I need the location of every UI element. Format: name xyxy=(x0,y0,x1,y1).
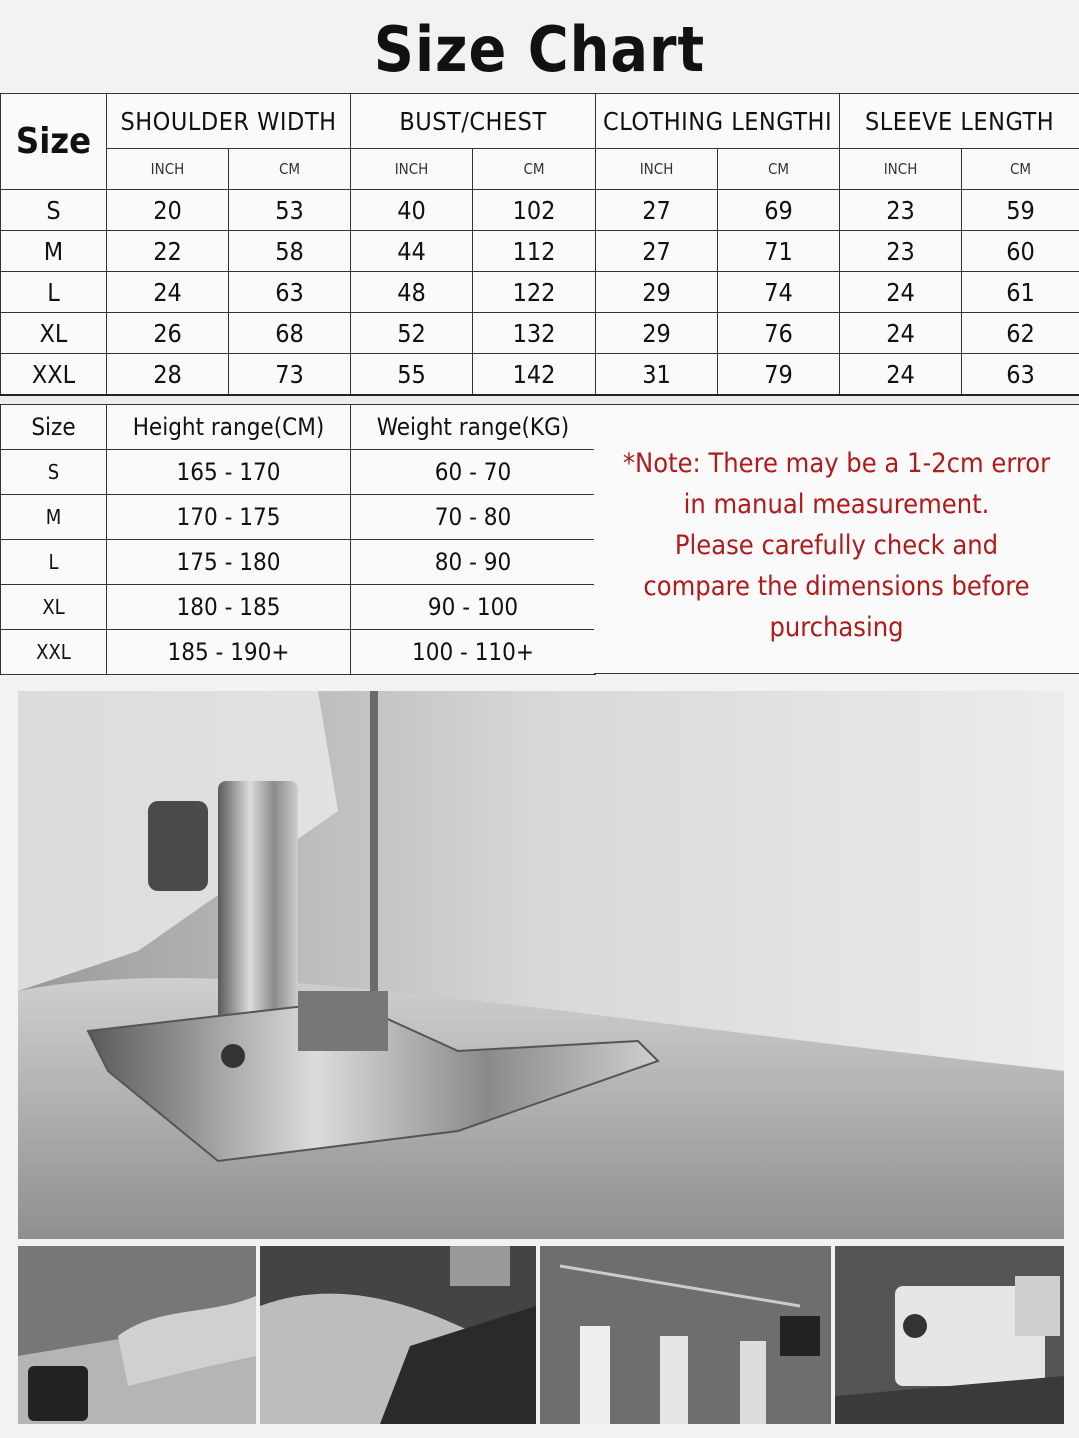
measurement-value: 68 xyxy=(229,313,351,354)
table-row xyxy=(1,190,1079,231)
measurement-value: 76 xyxy=(718,313,840,354)
measurement-value: 52 xyxy=(351,313,473,354)
bust-chest-header: BUST/CHEST xyxy=(351,94,596,149)
measurement-value: 24 xyxy=(107,272,229,313)
measurement-value: 55 xyxy=(351,354,473,396)
height-range-value: 165 - 170 xyxy=(107,450,351,495)
measurement-value: 24 xyxy=(840,313,962,354)
measurement-value: 61 xyxy=(962,272,1079,313)
measurement-value: 58 xyxy=(229,231,351,272)
weight-range-value: 90 - 100 xyxy=(351,585,596,630)
hands-sewing-photo xyxy=(260,1246,536,1424)
measurement-value: 40 xyxy=(351,190,473,231)
unit-label: CM xyxy=(229,149,351,190)
weight-range-value: 80 - 90 xyxy=(351,540,596,585)
hands-measuring-photo xyxy=(18,1246,256,1424)
size-label: M xyxy=(1,231,107,272)
table-row xyxy=(1,450,596,495)
measurement-value: 29 xyxy=(596,272,718,313)
fit-guide-rows xyxy=(1,450,596,675)
fit-size-label: L xyxy=(1,540,107,585)
measurement-value: 62 xyxy=(962,313,1079,354)
measurement-value: 142 xyxy=(473,354,596,396)
measurement-value: 63 xyxy=(962,354,1079,396)
height-range-value: 175 - 180 xyxy=(107,540,351,585)
measurement-value: 22 xyxy=(107,231,229,272)
sewing-machine-photo xyxy=(18,691,1064,1239)
measurement-rows xyxy=(1,190,1079,396)
table-row xyxy=(1,495,596,540)
measurement-value: 48 xyxy=(351,272,473,313)
weight-range-header: Weight range(KG) xyxy=(351,405,596,450)
fit-size-label: XXL xyxy=(1,630,107,675)
hands-sewing-illustration xyxy=(260,1246,536,1424)
measurement-value: 59 xyxy=(962,190,1079,231)
size-header: Size xyxy=(1,94,107,190)
unit-label: INCH xyxy=(351,149,473,190)
industrial-machine-photo xyxy=(835,1246,1064,1424)
measurement-value: 69 xyxy=(718,190,840,231)
unit-label: INCH xyxy=(596,149,718,190)
table-row xyxy=(1,231,1079,272)
measurement-value: 112 xyxy=(473,231,596,272)
thread-spools-photo xyxy=(540,1246,831,1424)
sleeve-length-header: SLEEVE LENGTH xyxy=(840,94,1079,149)
shoulder-width-header: SHOULDER WIDTH xyxy=(107,94,351,149)
table-divider xyxy=(0,396,1079,404)
measurement-value: 44 xyxy=(351,231,473,272)
unit-label: CM xyxy=(473,149,596,190)
unit-label: CM xyxy=(718,149,840,190)
measurement-note: *Note: There may be a 1-2cm error in manual measurement. Please carefully check and compare the dimensions before purchasing xyxy=(622,448,1051,643)
measurement-value: 23 xyxy=(840,190,962,231)
fit-guide-table xyxy=(0,404,596,675)
measurement-value: 23 xyxy=(840,231,962,272)
weight-range-value: 100 - 110+ xyxy=(351,630,596,675)
table-row xyxy=(1,354,1079,396)
size-label: XL xyxy=(1,313,107,354)
weight-range-value: 70 - 80 xyxy=(351,495,596,540)
hands-measuring-illustration xyxy=(18,1246,256,1424)
industrial-machine-illustration xyxy=(835,1246,1064,1424)
measurement-value: 24 xyxy=(840,354,962,396)
measurement-value: 71 xyxy=(718,231,840,272)
table-row xyxy=(1,585,596,630)
table-row xyxy=(1,313,1079,354)
fit-size-header: Size xyxy=(1,405,107,450)
height-range-header: Height range(CM) xyxy=(107,405,351,450)
height-range-value: 180 - 185 xyxy=(107,585,351,630)
table-row xyxy=(1,630,596,675)
note-panel xyxy=(594,404,1079,674)
height-range-value: 185 - 190+ xyxy=(107,630,351,675)
measurement-value: 122 xyxy=(473,272,596,313)
table-row xyxy=(1,540,596,585)
measurement-value: 53 xyxy=(229,190,351,231)
measurement-value: 31 xyxy=(596,354,718,396)
measurement-value: 132 xyxy=(473,313,596,354)
page-title: Size Chart xyxy=(373,13,706,86)
fit-size-label: M xyxy=(1,495,107,540)
measurement-value: 74 xyxy=(718,272,840,313)
unit-label: INCH xyxy=(107,149,229,190)
unit-label: CM xyxy=(962,149,1079,190)
fit-size-label: XL xyxy=(1,585,107,630)
measurement-value: 27 xyxy=(596,190,718,231)
size-label: L xyxy=(1,272,107,313)
unit-label: INCH xyxy=(840,149,962,190)
sewing-machine-illustration xyxy=(18,691,1064,1239)
measurement-value: 73 xyxy=(229,354,351,396)
fit-size-label: S xyxy=(1,450,107,495)
measurement-value: 27 xyxy=(596,231,718,272)
measurement-value: 28 xyxy=(107,354,229,396)
measurement-value: 26 xyxy=(107,313,229,354)
measurement-table xyxy=(0,93,1079,397)
measurement-value: 60 xyxy=(962,231,1079,272)
table-row xyxy=(1,272,1079,313)
measurement-value: 20 xyxy=(107,190,229,231)
measurement-value: 29 xyxy=(596,313,718,354)
weight-range-value: 60 - 70 xyxy=(351,450,596,495)
thread-spools-illustration xyxy=(540,1246,831,1424)
clothing-length-header: CLOTHING LENGTHI xyxy=(596,94,840,149)
measurement-value: 102 xyxy=(473,190,596,231)
height-range-value: 170 - 175 xyxy=(107,495,351,540)
measurement-value: 79 xyxy=(718,354,840,396)
size-label: S xyxy=(1,190,107,231)
measurement-value: 63 xyxy=(229,272,351,313)
size-label: XXL xyxy=(1,354,107,396)
measurement-value: 24 xyxy=(840,272,962,313)
